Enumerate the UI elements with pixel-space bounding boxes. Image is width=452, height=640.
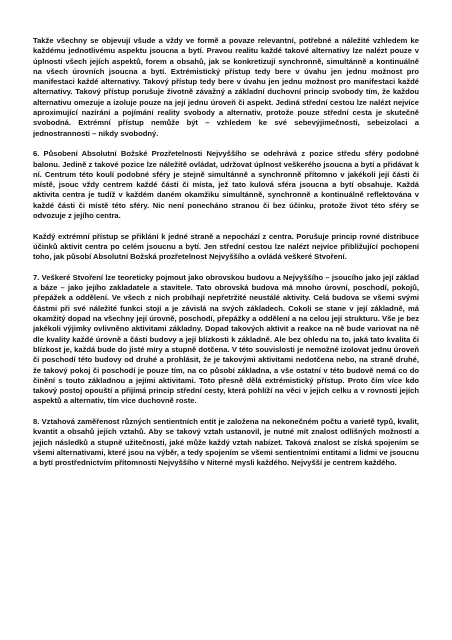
paragraph-6-providence-sphere: 6. Působení Absolutní Božské Prozřetelnosti Nejvyššího se odehrává z pozice středu sféry podobné balonu. Jedině z takové pozice lze náležitě ovládat, udržovat úplnost veškerého jsoucna a bytí a přidávat k ní. Centrum této koulí podobné sféry je stejně simultánně a synchronně přítomno v jakékoli její části či místě, jsouc vždy centrem každé části či místa, jež tato kulová sféra jsoucna a bytí obsahuje. Každá aktivita centra je tudíž v každém daném okamžiku simultánně, synchronně a kontinuálně reflektována v každé části či místě této sféry. Nic není ponecháno stranou či bez účinku, protože život této sféry se odvozuje z jejího centra. bbox=[33, 149, 419, 221]
paragraph-extremism-alternatives: Takže všechny se objevují všude a vždy ve formě a povaze relevantní, potřebné a náležité vzhledem ke každému jednotlivému aspektu jsoucna a bytí. Pravou realitu každé takové alternativy lze nalézt pouze v úplnosti všech jejích aspektů, forem a obsahů, jak se konkretizují synchronně, simultánně a kontinuálně na všech úrovních jsoucna a bytí. Extrémistický přístup tedy bere v úvahu jen jednu možnost pro manifestaci každé alternativy. Takový přístup tedy bere v úvahu jen jednu možnost pro manifestaci každé alternativy. Takový přístup porušuje životně závažný a základní duchovní princip svobody tím, že každou alternativu omezuje a izoluje pouze na její jednu úroveň či aspekt. Jediná střední cestou lze nalézt nejvíce aproximující nazírání a pojímání reality svobody a alternativ, protože pouze střední cesta je skutečně svobodná. Extrémní přístup nemůže být – vzhledem ke své sebevýjimečnosti, sebeizolaci a jednostrannosti – nikdy svobodný. bbox=[33, 36, 419, 138]
document-page bbox=[33, 36, 419, 479]
paragraph-7-creation-building: 7. Veškeré Stvoření lze teoreticky pojmout jako obrovskou budovu a Nejvyššího – jsoucího jako její základ a báze – jako jejího zakladatele a stavitele. Tato obrovská budova má mnoho úrovní, poschodí, pokojů, přepážek a oddělení. Ve všech z nich probíhají nepřetržité neustálé aktivity. Celá budova se všemi svými částmi při své náležité funkci stojí a je závislá na svých základech. Cokoli se stane v její základně, má okamžitý dopad na všechny její úrovně, poschodí, přepážky a oddělení a na celou její strukturu. Vše je bez jakékoli výjimky ovlivněno aktivitami základny. Dopad takových aktivit a reakce na ně bude variovat na ně dle kvality každé úrovně a části budovy a její blízkosti k základně. Ale bez ohledu na to, jaká tato kvalita či blízkost je, každá bude do jisté míry a stupně dotčena. V této souvislosti je nemožné izolovat jednu úroveň či poschodí této budovy od druhé a prohlásit, že je takovými aktivitami nedotčena nebo, na straně druhé, že takový pokoj či poschodí je pouze tím, na co působí základna, a vše ostatní v této budově nemá co do činění s touto základnou a jejími aktivitami. Toto přesně dělá extrémistický přístup. Proto čím více kdo takový postoj opouští a přijímá princip střední cesty, která pohlíží na věci v jejich celku a v rovnosti jejích aspektů a alternativ, tím více duchovně roste. bbox=[33, 272, 419, 406]
paragraph-8-relational-orientation: 8. Vztahová zaměřenost různých sentientních entit je založena na nekonečném počtu a varietě typů, kvalit, kvantit a obsahů jejich vztahů. Aby se takový vztah ustanovil, je nutné mít znalost odlišných možností a jejich následků a stupně užitečnosti, jaké může každý vztah nabízet. Taková znalost se získá spojením se všemi alternativami, které jsou na výběr, a tedy spojením se všemi sentientními entitami a lidmi ve jsoucnu a bytí prostřednictvím přítomnosti Nejvyššího v Niterné mysli každého. Nejvyšší je centrem každého. bbox=[33, 416, 419, 468]
paragraph-extreme-approach-center: Každý extrémní přístup se přiklání k jedné straně a nepochází z centra. Porušuje princip rovné distribuce účinků aktivit centra po celém jsoucnu a bytí. Jen střední cestou lze nalézt nejvíce přibližující pochopení toho, jak působí Absolutní Božská prozřetelnost Nejvyššího a ovládá veškeré Stvoření. bbox=[33, 231, 419, 262]
